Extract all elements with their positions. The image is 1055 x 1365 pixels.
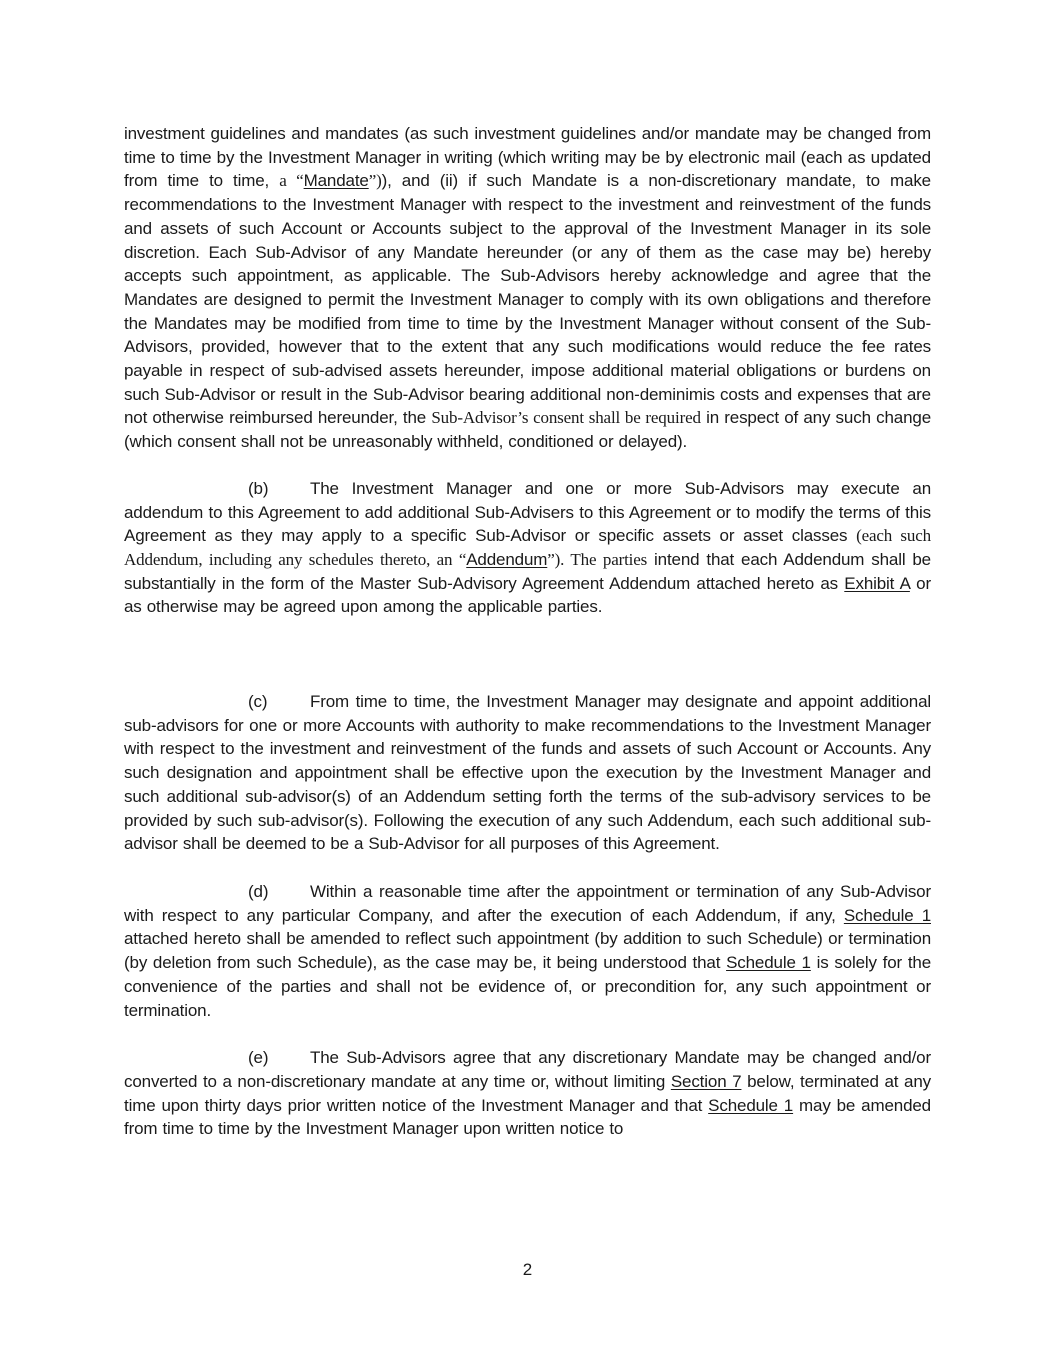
text: ”). The parties — [547, 549, 648, 569]
text: is solely for the convenience of the parties and shall not be evidence of, or precondition for, any such appointment or termination. — [124, 953, 931, 1020]
schedule-1-reference: Schedule 1 — [708, 1095, 794, 1115]
document-page — [124, 122, 931, 1141]
paragraph-label: (b) — [248, 478, 269, 498]
page-number: 2 — [522, 1260, 533, 1279]
paragraph-a-continuation — [124, 122, 931, 454]
text: Within a reasonable time after the appointment or termination of any Sub-Advisor with respect to any particular Company, and after the execution of each Addendum, if any, — [124, 881, 931, 925]
text: may be amended from time to time by the Investment Manager upon written notice to — [124, 1095, 931, 1139]
text: intend that each Addendum shall be substantially in the form of the Master Sub-Advisory Agreement Addendum attached hereto as — [124, 549, 931, 593]
paragraph-c — [124, 690, 931, 856]
text: investment guidelines and mandates (as such investment guidelines and/or mandate may be changed from time to time by the Investment Manager in writing (which writing may be by electronic mail (each as updated from time to time, — [124, 124, 931, 191]
text: a “ — [279, 171, 304, 191]
schedule-1-reference: Schedule 1 — [726, 953, 811, 973]
paragraph-label: (d) — [248, 881, 269, 901]
text: attached hereto shall be amended to reflect such appointment (by addition to such Schedule) or termination (by deletion from such Schedule), as the case may be, it being understood that — [124, 929, 931, 973]
text: (each such Addendum, including any schedules thereto, an “ — [124, 526, 931, 569]
exhibit-a-reference: Exhibit A — [844, 573, 910, 593]
text: The Sub-Advisors agree that any discretionary Mandate may be changed and/or converted to a non-discretionary mandate at any time or, without limiting — [124, 1048, 931, 1091]
text: Sub-Advisor’s consent shall be required — [431, 408, 701, 428]
text: The Investment Manager and one or more Sub-Advisors may execute an addendum to this Agreement to add additional Sub-Advisers to this Agreement or to modify the terms of this Agreement as they may apply to a specific Sub-Advisor or specific assets or asset classes — [124, 478, 931, 546]
text: From time to time, the Investment Manager may designate and appoint additional sub-advisors for one or more Accounts with authority to make recommendations to the Investment Manager with respect to the investment and reinvestment of the funds and assets of such Account or Accounts. Any such designation and appointment shall be effective upon the execution by the Investment Manager and such additional sub-advisor(s) of an Addendum setting forth the terms of the sub-advisory services to be provided by such sub-advisor(s). Following the execution of any such Addendum, each such additional sub-advisor shall be deemed to be a Sub-Advisor for all purposes of this Agreement. — [124, 692, 931, 854]
text: or as otherwise may be agreed upon among the applicable parties. — [124, 573, 931, 617]
paragraph-label: (e) — [248, 1048, 269, 1068]
paragraph-e — [124, 1046, 931, 1141]
defined-term-addendum: Addendum — [466, 549, 548, 569]
text: ), and (ii) if such Mandate is a non-discretionary mandate, to make recommendations to the Investment Manager with respect to the investment and reinvestment of the funds and assets of such Account or Accounts subject to the approval of the Investment Manager in its sole discretion. Each Sub-Advisor of any Mandate hereunder (or any of them as the case may be) hereby accepts such appointment, as applicable. The Sub-Advisors hereby acknowledge and agree that the Mandates are designed to permit the Investment Manager to comply with its own obligations and therefore the Mandates may be modified from time to time by the Investment Manager without consent of the Sub-Advisors, provided, however that to the extent that any such modifications would reduce the fee rates payable in respect of sub-advised assets hereunder, impose additional material obligations or burdens on such Sub-Advisor or result in the Sub-Advisor bearing additional non-deminimis costs and expenses that are not otherwise reimbursed hereunder, the — [124, 171, 931, 428]
defined-term-mandate: Mandate — [303, 171, 369, 191]
paragraph-d — [124, 880, 931, 1022]
section-7-reference: Section 7 — [670, 1071, 742, 1091]
text: below, terminated at any time upon thirty days prior written notice of the Investment Manager and that — [124, 1071, 931, 1115]
paragraph-label: (c) — [248, 692, 268, 712]
paragraph-b — [124, 477, 931, 619]
schedule-1-reference: Schedule 1 — [843, 905, 931, 925]
text: ”) — [368, 171, 382, 191]
text: in respect of any such change (which consent shall not be unreasonably withheld, conditioned or delayed). — [124, 408, 931, 452]
